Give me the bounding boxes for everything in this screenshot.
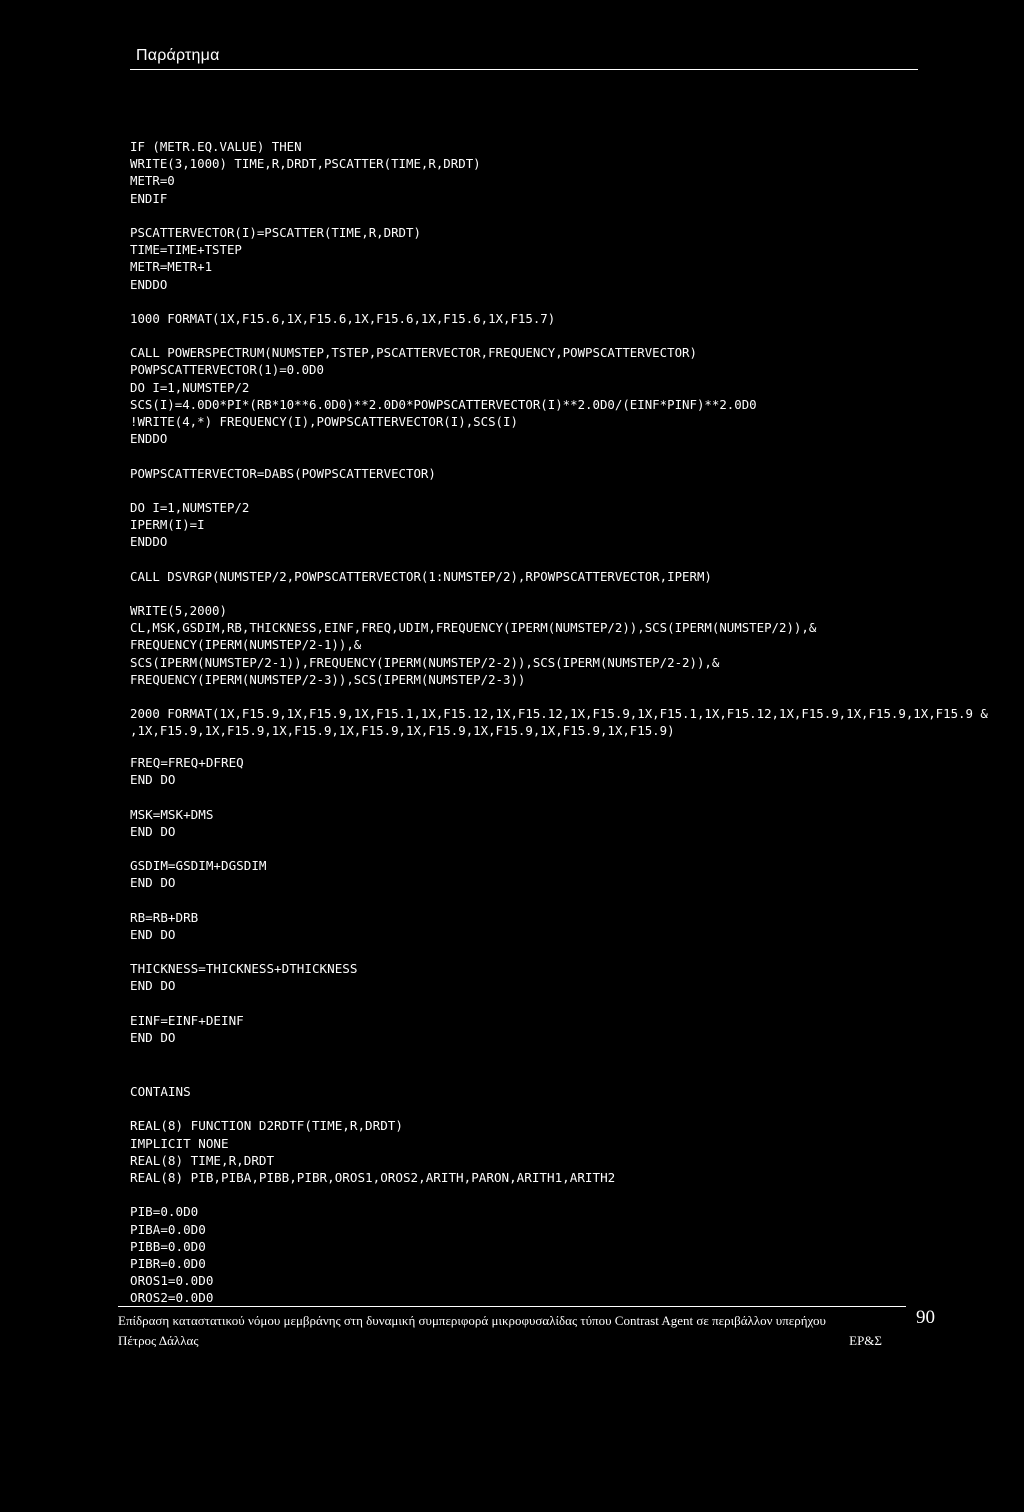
code-line [130, 688, 920, 705]
code-line: POWPSCATTERVECTOR(1)=0.0D0 [130, 362, 324, 378]
code-line [130, 447, 920, 464]
code-line: END DO [130, 1030, 176, 1045]
code-line: OROS1=0.0D0 [130, 1273, 214, 1289]
code-line: CALL DSVRGP(NUMSTEP/2,POWPSCATTERVECTOR(1:NUMSTEP/2),RPOWPSCATTERVECTOR,IPERM) [130, 568, 712, 584]
code-line [130, 585, 920, 602]
code-line: ENDDO [130, 276, 168, 292]
code-line [130, 1100, 920, 1117]
code-block-main [130, 138, 988, 740]
page-number: 90 [916, 1307, 935, 1328]
code-line: PIBB=0.0D0 [130, 1238, 206, 1254]
code-line: !WRITE(4,*) FREQUENCY(I),POWPSCATTERVECTOR(I),SCS(I) [130, 414, 518, 429]
code-line: THICKNESS=THICKNESS+DTHICKNESS [130, 961, 358, 977]
code-line: FREQUENCY(IPERM(NUMSTEP/2-1)),& [130, 637, 362, 653]
code-line: PSCATTERVECTOR(I)=PSCATTER(TIME,R,DRDT) [130, 224, 421, 240]
code-line [130, 293, 920, 310]
code-line: DO I=1,NUMSTEP/2 [130, 379, 250, 395]
code-block-loop-ends [130, 754, 920, 1046]
code-line: OROS2=0.0D0 [130, 1290, 214, 1306]
code-line: IF (METR.EQ.VALUE) THEN [130, 139, 302, 154]
code-line: CL,MSK,GSDIM,RB,THICKNESS,EINF,FREQ,UDIM,FREQUENCY(IPERM(NUMSTEP/2)),SCS(IPERM(NUMSTEP/2)),& [130, 620, 817, 636]
footer-thesis-title: Επίδραση καταστατικού νόμου μεμβράνης στη δυναμική συμπεριφορά μικροφυσαλίδας τύπου Contrast Agent σε περιβάλλον υπερήχου [118, 1313, 826, 1328]
footer-badge: ΕΡ&Σ [849, 1333, 882, 1348]
code-line: ENDDO [130, 534, 168, 550]
code-line: END DO [130, 823, 176, 839]
code-block-function [130, 1083, 920, 1306]
code-line: REAL(8) FUNCTION D2RDTF(TIME,R,DRDT) [130, 1118, 403, 1134]
code-line: 2000 FORMAT(1X,F15.9,1X,F15.9,1X,F15.1,1X,F15.12,1X,F15.12,1X,F15.9,1X,F15.1,1X,F15.12,1X,F15.9,1X,F15.9,1X,F15.9 & [130, 706, 988, 722]
page-header-title: Παράρτημα [136, 47, 220, 64]
code-line [130, 207, 920, 224]
code-line: TIME=TIME+TSTEP [130, 242, 242, 258]
code-line [130, 788, 920, 805]
code-line [130, 995, 920, 1012]
code-line: IPERM(I)=I [130, 517, 205, 533]
code-line: ,1X,F15.9,1X,F15.9,1X,F15.9,1X,F15.9,1X,F15.9,1X,F15.9,1X,F15.9,1X,F15.9) [130, 723, 675, 739]
footer-author: Πέτρος Δάλλας [118, 1333, 199, 1348]
code-line: SCS(IPERM(NUMSTEP/2-1)),FREQUENCY(IPERM(NUMSTEP/2-2)),SCS(IPERM(NUMSTEP/2-2)),& [130, 654, 720, 670]
code-line: PIBR=0.0D0 [130, 1255, 206, 1271]
code-line [130, 943, 920, 960]
code-line [130, 551, 920, 568]
code-line: REAL(8) TIME,R,DRDT [130, 1152, 275, 1168]
code-line: ENDIF [130, 190, 168, 206]
code-line: RB=RB+DRB [130, 909, 199, 925]
header-divider [130, 69, 918, 70]
code-line [130, 840, 920, 857]
code-line: 1000 FORMAT(1X,F15.6,1X,F15.6,1X,F15.6,1X,F15.6,1X,F15.7) [130, 310, 556, 326]
code-line: CALL POWERSPECTRUM(NUMSTEP,TSTEP,PSCATTERVECTOR,FREQUENCY,POWPSCATTERVECTOR) [130, 345, 697, 361]
code-line: DO I=1,NUMSTEP/2 [130, 499, 250, 515]
code-line: PIBA=0.0D0 [130, 1221, 206, 1237]
code-line [130, 482, 920, 499]
code-line: PIB=0.0D0 [130, 1204, 199, 1220]
code-line [130, 1186, 920, 1203]
code-line: REAL(8) PIB,PIBA,PIBB,PIBR,OROS1,OROS2,ARITH,PARON,ARITH1,ARITH2 [130, 1169, 616, 1185]
code-line: END DO [130, 772, 176, 788]
code-line: END DO [130, 926, 176, 942]
code-line [130, 327, 920, 344]
code-line: IMPLICIT NONE [130, 1135, 229, 1151]
code-line: POWPSCATTERVECTOR=DABS(POWPSCATTERVECTOR) [130, 465, 436, 481]
code-line: METR=0 [130, 173, 175, 189]
code-line: MSK=MSK+DMS [130, 806, 214, 822]
code-line: END DO [130, 978, 176, 994]
code-line: END DO [130, 875, 176, 891]
code-line: WRITE(5,2000) [130, 603, 227, 619]
code-line: SCS(I)=4.0D0*PI*(RB*10**6.0D0)**2.0D0*POWPSCATTERVECTOR(I)**2.0D0/(EINF*PINF)**2.0D0 [130, 396, 757, 412]
code-line: WRITE(3,1000) TIME,R,DRDT,PSCATTER(TIME,R,DRDT) [130, 156, 481, 172]
footer-divider [118, 1306, 906, 1307]
code-line [130, 892, 920, 909]
code-line: GSDIM=GSDIM+DGSDIM [130, 858, 267, 874]
code-line: FREQUENCY(IPERM(NUMSTEP/2-3)),SCS(IPERM(NUMSTEP/2-3)) [130, 671, 526, 687]
code-line: CONTAINS [130, 1084, 191, 1099]
code-line: ENDDO [130, 431, 168, 447]
code-line: EINF=EINF+DEINF [130, 1012, 244, 1028]
code-line: FREQ=FREQ+DFREQ [130, 755, 244, 770]
code-line: METR=METR+1 [130, 259, 213, 275]
